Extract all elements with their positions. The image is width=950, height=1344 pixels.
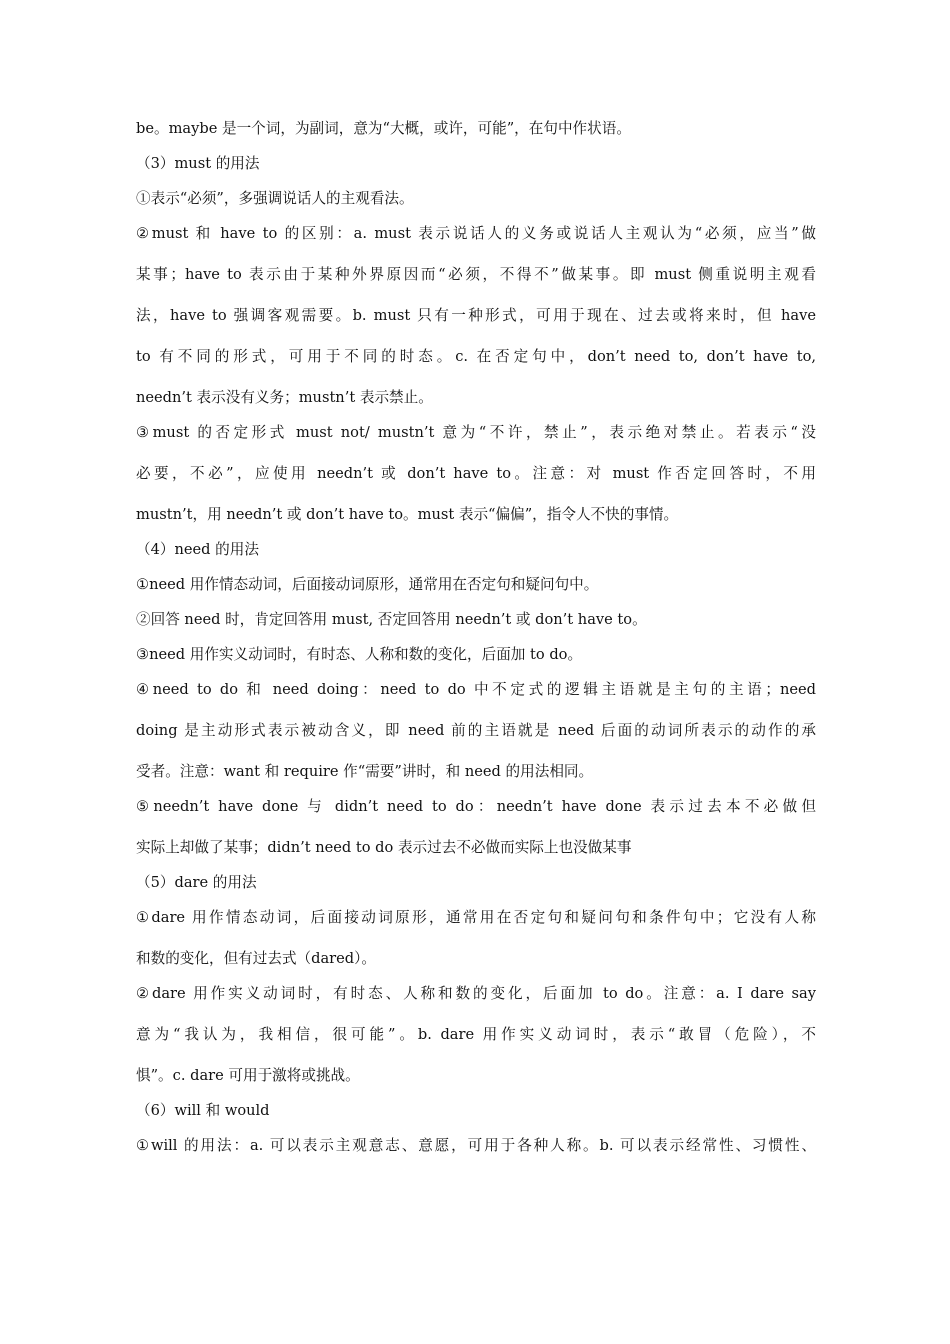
text-line: 某事；have to 表示由于某种外界原因而“必须，不得不”做某事。即 must 侧重说明主观看 [136, 266, 816, 283]
document-body [136, 118, 816, 1157]
text-line: 必要，不必”，应使用 needn’t 或 don’t have to。注意：对 must 作否定回答时，不用 [136, 465, 816, 482]
text-line: be。maybe 是一个词，为副词，意为“大概，或许，可能”，在句中作状语。 [136, 120, 631, 137]
text-line: to 有不同的形式，可用于不同的时态。c. 在否定句中，don’t need to, don’t have to, [136, 348, 816, 365]
text-line: doing 是主动形式表示被动含义，即 need 前的主语就是 need 后面的动词所表示的动作的承 [136, 722, 816, 739]
text-line: 受者。注意：want 和 require 作“需要”讲时，和 need 的用法相同。 [136, 763, 594, 780]
text-line: ①表示“必须”，多强调说话人的主观看法。 [136, 190, 414, 207]
text-line: ②must 和 have to 的区别：a. must 表示说话人的义务或说话人主观认为“必须，应当”做 [136, 225, 816, 242]
text-line: needn’t 表示没有义务；mustn’t 表示禁止。 [136, 389, 433, 406]
text-line: ⑤needn’t have done 与 didn’t need to do：needn’t have done 表示过去本不必做但 [136, 798, 816, 815]
text-line: ①dare 用作情态动词，后面接动词原形，通常用在否定句和疑问句和条件句中；它没有人称 [136, 909, 816, 926]
text-line: 实际上却做了某事；didn’t need to do 表示过去不必做而实际上也没做某事 [136, 839, 632, 856]
text-line: mustn’t，用 needn’t 或 don’t have to。must 表示“偏偏”，指令人不快的事情。 [136, 506, 679, 523]
text-line: ③need 用作实义动词时，有时态、人称和数的变化，后面加 to do。 [136, 646, 583, 663]
section-heading-need: （4）need 的用法 [136, 541, 259, 558]
text-line: 惧”。c. dare 可用于激将或挑战。 [136, 1067, 360, 1084]
text-line: 和数的变化，但有过去式（dared）。 [136, 950, 377, 967]
text-line: ①will 的用法：a. 可以表示主观意志、意愿，可用于各种人称。b. 可以表示经常性、习惯性、 [136, 1137, 816, 1154]
text-line: 法，have to 强调客观需要。b. must 只有一种形式，可用于现在、过去或将来时，但 have [136, 307, 816, 324]
text-line: ②回答 need 时，肯定回答用 must, 否定回答用 needn’t 或 don’t have to。 [136, 611, 647, 628]
text-line: 意为“我认为，我相信，很可能”。b. dare 用作实义动词时，表示“敢冒（危险），不 [136, 1026, 816, 1043]
section-heading-must: （3）must 的用法 [136, 155, 260, 172]
section-heading-dare: （5）dare 的用法 [136, 874, 257, 891]
text-line: ③must 的否定形式 must not/ mustn’t 意为“不许，禁止”，表示绝对禁止。若表示“没 [136, 424, 816, 441]
text-line: ④need to do 和 need doing：need to do 中不定式的逻辑主语就是主句的主语；need [136, 681, 816, 698]
section-heading-will-would: （6）will 和 would [136, 1102, 270, 1119]
text-line: ①need 用作情态动词，后面接动词原形，通常用在否定句和疑问句中。 [136, 576, 599, 593]
text-line: ②dare 用作实义动词时，有时态、人称和数的变化，后面加 to do。注意：a. I dare say [136, 985, 816, 1002]
